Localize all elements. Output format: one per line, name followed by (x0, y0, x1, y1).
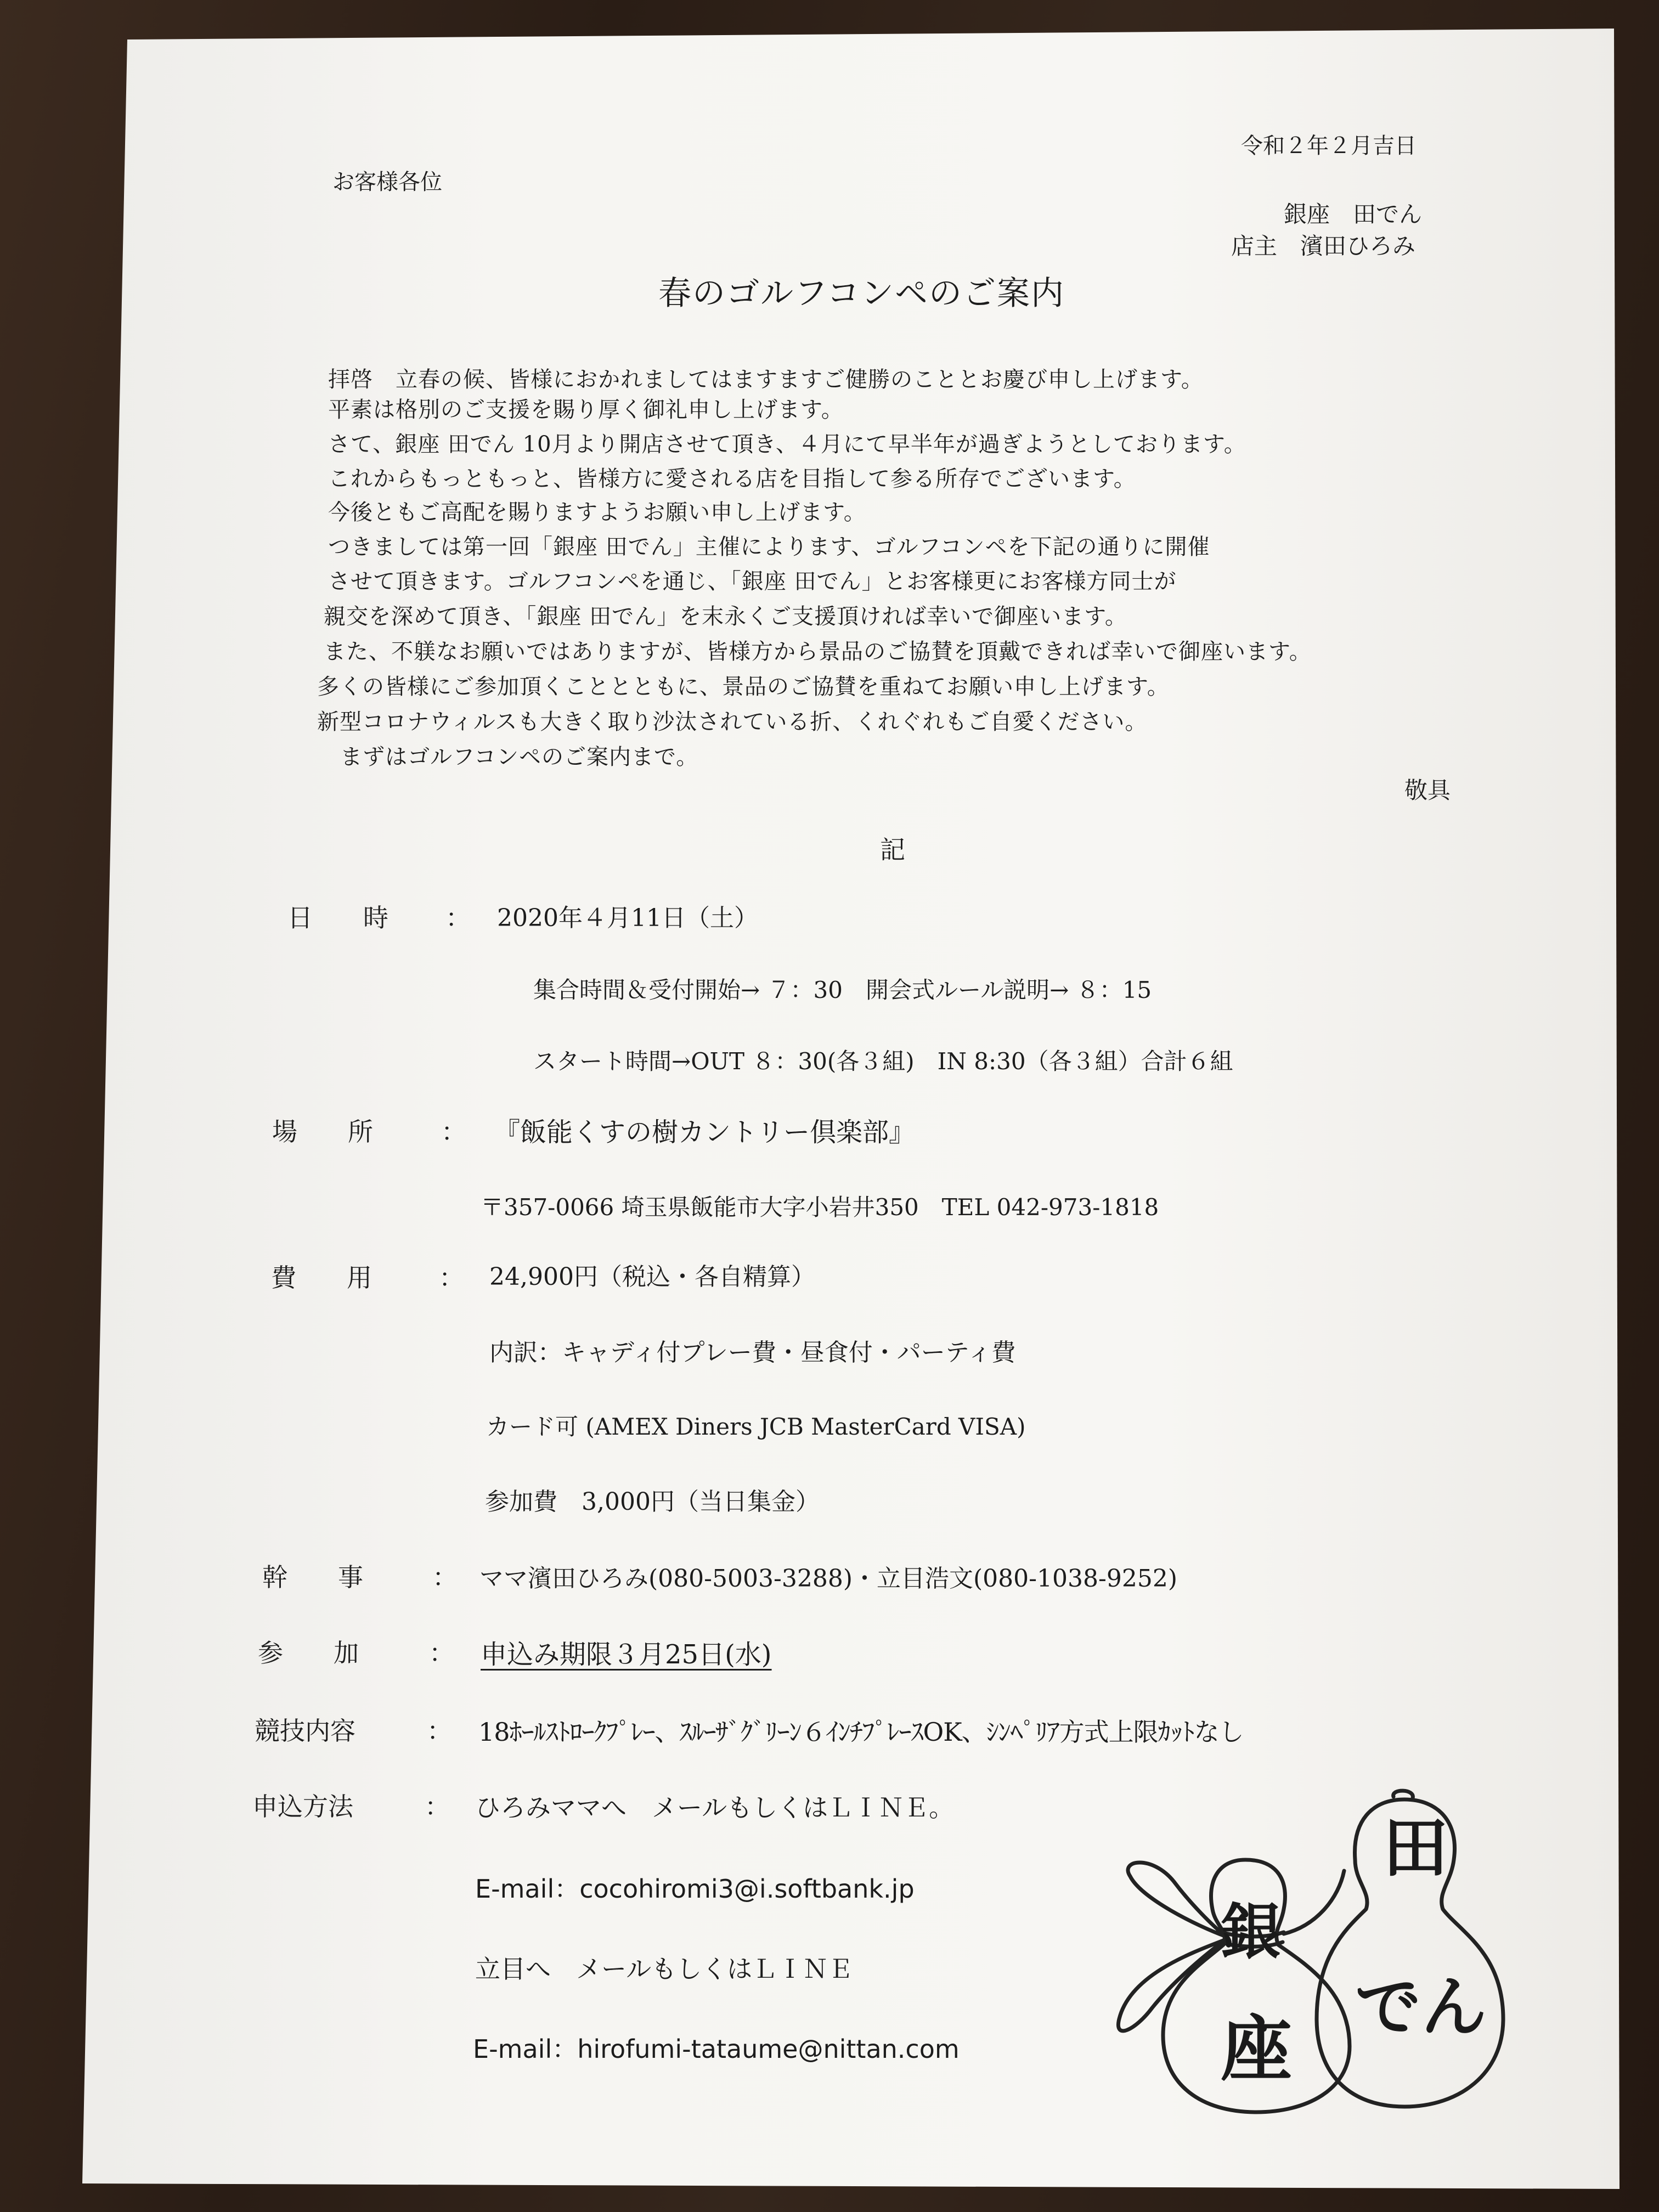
shop-name: 銀座 田でん (1284, 201, 1423, 228)
colon: ： (445, 903, 471, 933)
recipient: お客様各位 (332, 170, 442, 195)
card-accepted: カード可 (AMEX Diners JCB MasterCard VISA) (486, 1413, 1026, 1440)
competition-rules: 18ﾎｰﾙｽﾄﾛｰｸﾌﾟﾚｰ、ｽﾙｰｻﾞｸﾞﾘｰﾝ６ｲﾝﾁﾌﾟﾚｰｽOK、ｼﾝﾍﾟﾘｱ方式上限ｶｯﾄなし (478, 1717, 1244, 1747)
apply-method-1: ひろみママへ メールもしくはＬＩＮＥ。 (475, 1793, 955, 1822)
letter-line: 新型コロナウィルスも大きく取り沙汰されている折、くれぐれもご自愛ください。 (317, 709, 1148, 735)
page-title: 春のゴルフコンペのご案内 (658, 274, 1065, 313)
venue-name: 『飯能くすの樹カントリー倶楽部』 (494, 1117, 916, 1148)
colon: ： (425, 1792, 450, 1821)
start-time: スタート時間→OUT ８：30(各３組) IN 8:30（各３組）合計６組 (533, 1048, 1233, 1075)
ki-heading: 記 (880, 835, 905, 865)
fee-breakdown: 内訳：キャディ付プレー費・昼食付・パーティ費 (489, 1339, 1016, 1367)
entry-label: 参 加 (258, 1638, 359, 1668)
entry-deadline: 申込み期限３月25日(水) (481, 1639, 772, 1670)
letter-line: 多くの皆様にご参加頂くこととともに、景品のご協賛を重ねてお願い申し上げます。 (317, 674, 1170, 699)
colon: ： (432, 1562, 458, 1592)
event-date: 2020年４月11日（土） (497, 904, 758, 932)
letter-line: これからもっともっと、皆様方に愛される店を目指して参る所存でございます。 (328, 466, 1136, 492)
venue-address: 〒357-0066 埼玉県飯能市大字小岩井350 TEL 042-973-1818 (481, 1194, 1159, 1221)
organizer-contacts: ママ濱田ひろみ(080-5003-3288)・立目浩文(080-1038-9252) (479, 1565, 1178, 1593)
logo-char: 座 (1220, 2007, 1293, 2091)
letter-line: 今後ともご高配を賜りますようお願い申し上げます。 (328, 500, 866, 525)
entry-fee: 参加費 3,000円（当日集金） (485, 1488, 820, 1516)
fee-label: 費 用 (271, 1263, 372, 1293)
datetime-label: 日 時 (287, 903, 388, 933)
fee-amount: 24,900円（税込・各自精算） (489, 1263, 815, 1291)
apply-label: 申込方法 (252, 1792, 353, 1821)
closing: 敬具 (1404, 777, 1451, 804)
owner-name: 店主 濱田ひろみ (1231, 233, 1416, 259)
letter-line: つきましては第一回「銀座 田でん」主催によります、ゴルフコンペを下記の通りに開催 (328, 534, 1210, 560)
colon: ： (441, 1117, 466, 1147)
place-label: 場 所 (272, 1117, 373, 1147)
email-2: E-mail：hirofumi-tataume@nittan.com (473, 2034, 960, 2064)
colon: ： (439, 1263, 464, 1293)
assembly-time: 集合時間＆受付開始→ ７：30 開会式ルール説明→ ８：15 (533, 977, 1152, 1003)
organizer-label: 幹 事 (262, 1562, 363, 1592)
email-1: E-mail：cocohiromi3@i.softbank.jp (475, 1874, 915, 1904)
letter-line: 平素は格別のご支援を賜り厚く御礼申し上げます。 (328, 397, 844, 422)
letter-line: 拝啓 立春の候、皆様におかれましてはますますご健勝のこととお慶び申し上げます。 (328, 367, 1204, 392)
logo-char: でん (1355, 1968, 1487, 2046)
competition-label: 競技内容 (255, 1716, 356, 1746)
letter-line: また、不躾なお願いではありますが、皆様方から景品のご協賛を頂戴できれば幸いで御座います。 (324, 639, 1312, 664)
colon: ： (427, 1716, 452, 1746)
letter-line: 親交を深めて頂き、「銀座 田でん」を末永くご支援頂ければ幸いで御座います。 (324, 604, 1127, 629)
logo-char: 銀 (1221, 1897, 1281, 1967)
letter-line: させて頂きます。ゴルフコンペを通じ、「銀座 田でん」とお客様更にお客様方同士が (328, 569, 1177, 594)
colon: ： (429, 1638, 454, 1668)
logo-char: 田 (1383, 1809, 1448, 1887)
letter-line: さて、銀座 田でん 10月より開店させて頂き、４月にて早半年が過ぎようとしております。 (328, 432, 1246, 457)
letter-line: まずはゴルフコンペのご案内まで。 (340, 744, 699, 770)
document-date: 令和２年２月吉日 (1241, 133, 1417, 159)
apply-method-2: 立目へ メールもしくはＬＩＮＥ (475, 1954, 854, 1984)
gourd-logo (1108, 1788, 1558, 2118)
